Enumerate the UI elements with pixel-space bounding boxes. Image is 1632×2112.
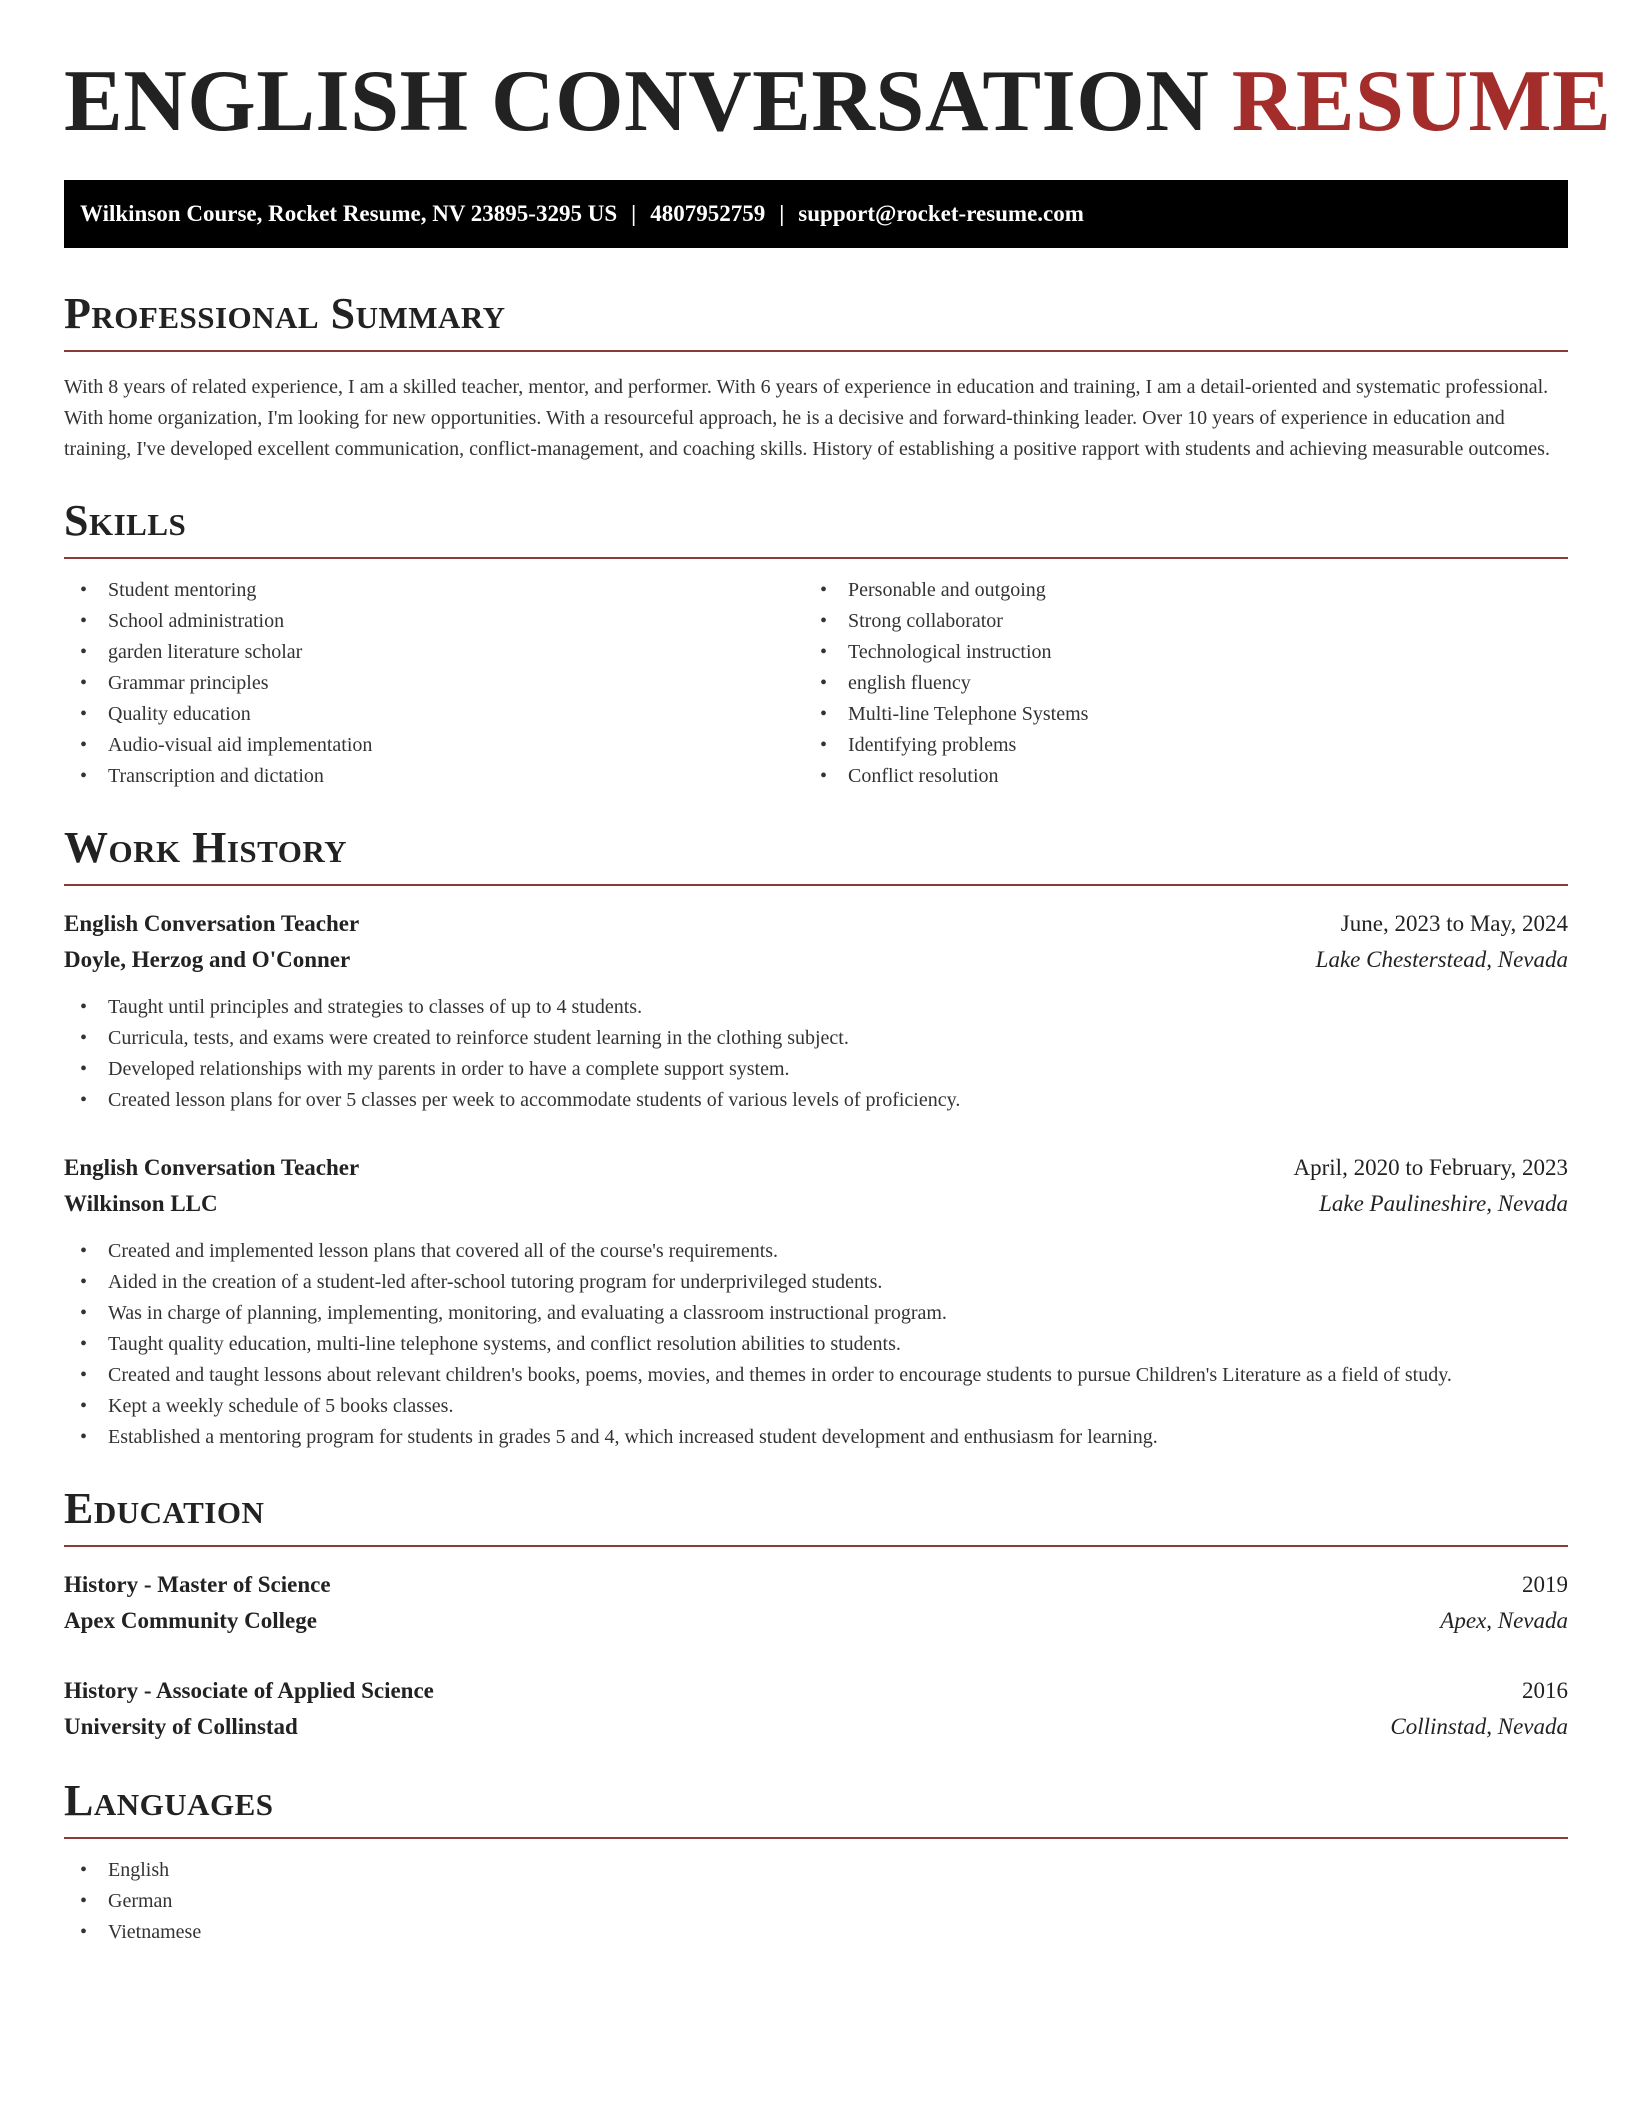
education-entry bbox=[64, 1567, 1568, 1639]
skill-item: • Personable and outgoing bbox=[804, 575, 1544, 606]
job-bullets bbox=[64, 992, 1568, 1116]
skill-item: • Conflict resolution bbox=[804, 761, 1544, 792]
language-item: • German bbox=[64, 1886, 1568, 1917]
languages-section bbox=[64, 1775, 1568, 1948]
section-divider bbox=[64, 350, 1568, 352]
section-divider bbox=[64, 1837, 1568, 1839]
skill-item: • garden literature scholar bbox=[64, 637, 804, 668]
summary-heading: Professional Summary bbox=[64, 289, 506, 338]
title-accent: RESUME bbox=[1231, 53, 1612, 150]
education-degree-row bbox=[64, 1673, 1568, 1709]
job-title: English Conversation Teacher bbox=[64, 911, 360, 936]
job-bullet: • Taught quality education, multi-line telephone systems, and conflict resolution abilities to students. bbox=[64, 1329, 1568, 1360]
education-degree-row bbox=[64, 1567, 1568, 1603]
job-title-row bbox=[64, 1150, 1568, 1186]
job-bullet: • Curricula, tests, and exams were created to reinforce student learning in the clothing subject. bbox=[64, 1023, 1568, 1054]
skill-item: • Student mentoring bbox=[64, 575, 804, 606]
language-item: • English bbox=[64, 1855, 1568, 1886]
summary-text: With 8 years of related experience, I am a skilled teacher, mentor, and performer. With 6 years of experience in education and training, I am a detail-oriented and systematic professional. With home organization, I'm looking for new opportunities. With a resourceful approach, he is a decisive and forward-thinking leader. Over 10 years of experience in education and training, I've developed excellent communication, conflict-management, and coaching skills. History of establishing a positive rapport with students and achieving measurable outcomes. bbox=[64, 376, 1550, 460]
languages-list bbox=[64, 1855, 1568, 1948]
job-bullet: • Created and implemented lesson plans that covered all of the course's requirements. bbox=[64, 1236, 1568, 1267]
education-school-row bbox=[64, 1709, 1568, 1745]
job-company: Doyle, Herzog and O'Conner bbox=[64, 947, 351, 972]
skill-item: • Strong collaborator bbox=[804, 606, 1544, 637]
skill-item: • Transcription and dictation bbox=[64, 761, 804, 792]
title-main: ENGLISH CONVERSATION bbox=[64, 53, 1210, 150]
language-item: • Vietnamese bbox=[64, 1917, 1568, 1948]
education-school: University of Collinstad bbox=[64, 1714, 298, 1739]
job-company: Wilkinson LLC bbox=[64, 1191, 218, 1216]
education-entry bbox=[64, 1673, 1568, 1745]
section-divider bbox=[64, 557, 1568, 559]
education-location: Collinstad, Nevada bbox=[1390, 1714, 1568, 1739]
skill-item: • Technological instruction bbox=[804, 637, 1544, 668]
contact-phone: 4807952759 bbox=[650, 201, 766, 226]
job-bullet: • Taught until principles and strategies to classes of up to 4 students. bbox=[64, 992, 1568, 1023]
resume-title bbox=[64, 52, 1612, 152]
contact-separator: | bbox=[631, 201, 637, 226]
skill-item: • Multi-line Telephone Systems bbox=[804, 699, 1544, 730]
education-year: 2019 bbox=[1522, 1572, 1568, 1597]
skill-item: • Audio-visual aid implementation bbox=[64, 730, 804, 761]
skill-item: • Quality education bbox=[64, 699, 804, 730]
education-degree: History - Master of Science bbox=[64, 1572, 331, 1597]
education-year: 2016 bbox=[1522, 1678, 1568, 1703]
job-bullet: • Was in charge of planning, implementing, monitoring, and evaluating a classroom instructional program. bbox=[64, 1298, 1568, 1329]
job-dates: June, 2023 to May, 2024 bbox=[1340, 911, 1568, 936]
job-company-row bbox=[64, 1186, 1568, 1222]
job-location: Lake Chesterstead, Nevada bbox=[1315, 947, 1568, 972]
contact-separator: | bbox=[779, 201, 785, 226]
job-bullet: • Developed relationships with my parents in order to have a complete support system. bbox=[64, 1054, 1568, 1085]
job-company-row bbox=[64, 942, 1568, 978]
skills-grid bbox=[64, 575, 1568, 792]
contact-email: support@rocket-resume.com bbox=[798, 201, 1084, 226]
education-section bbox=[64, 1483, 1568, 1745]
skill-item: • School administration bbox=[64, 606, 804, 637]
skills-list-left bbox=[64, 575, 804, 792]
education-school-row bbox=[64, 1603, 1568, 1639]
summary-section bbox=[64, 288, 1568, 465]
skills-list-right bbox=[804, 575, 1544, 792]
job-bullet: • Kept a weekly schedule of 5 books classes. bbox=[64, 1391, 1568, 1422]
job-bullet: • Established a mentoring program for students in grades 5 and 4, which increased student development and enthusiasm for learning. bbox=[64, 1422, 1568, 1453]
contact-bar bbox=[64, 180, 1568, 248]
job-bullets bbox=[64, 1236, 1568, 1453]
skill-item: • english fluency bbox=[804, 668, 1544, 699]
job-entry bbox=[64, 1150, 1568, 1453]
job-bullet: • Aided in the creation of a student-led after-school tutoring program for underprivileged students. bbox=[64, 1267, 1568, 1298]
job-bullet: • Created lesson plans for over 5 classes per week to accommodate students of various levels of proficiency. bbox=[64, 1085, 1568, 1116]
education-heading: Education bbox=[64, 1484, 265, 1533]
skill-item: • Grammar principles bbox=[64, 668, 804, 699]
education-degree: History - Associate of Applied Science bbox=[64, 1678, 434, 1703]
job-location: Lake Paulineshire, Nevada bbox=[1319, 1191, 1568, 1216]
contact-address: Wilkinson Course, Rocket Resume, NV 23895-3295 US bbox=[80, 201, 618, 226]
skill-item: • Identifying problems bbox=[804, 730, 1544, 761]
section-divider bbox=[64, 1545, 1568, 1547]
work-history-section bbox=[64, 822, 1568, 1453]
job-bullet: • Created and taught lessons about relevant children's books, poems, movies, and themes in order to encourage students to pursue Children's Literature as a field of study. bbox=[64, 1360, 1568, 1391]
skills-section bbox=[64, 495, 1568, 792]
job-dates: April, 2020 to February, 2023 bbox=[1293, 1155, 1568, 1180]
job-title: English Conversation Teacher bbox=[64, 1155, 360, 1180]
job-title-row bbox=[64, 906, 1568, 942]
section-divider bbox=[64, 884, 1568, 886]
education-location: Apex, Nevada bbox=[1440, 1608, 1568, 1633]
job-entry bbox=[64, 906, 1568, 1116]
skills-heading: Skills bbox=[64, 496, 187, 545]
languages-heading: Languages bbox=[64, 1776, 274, 1825]
work-history-heading: Work History bbox=[64, 823, 348, 872]
education-school: Apex Community College bbox=[64, 1608, 317, 1633]
